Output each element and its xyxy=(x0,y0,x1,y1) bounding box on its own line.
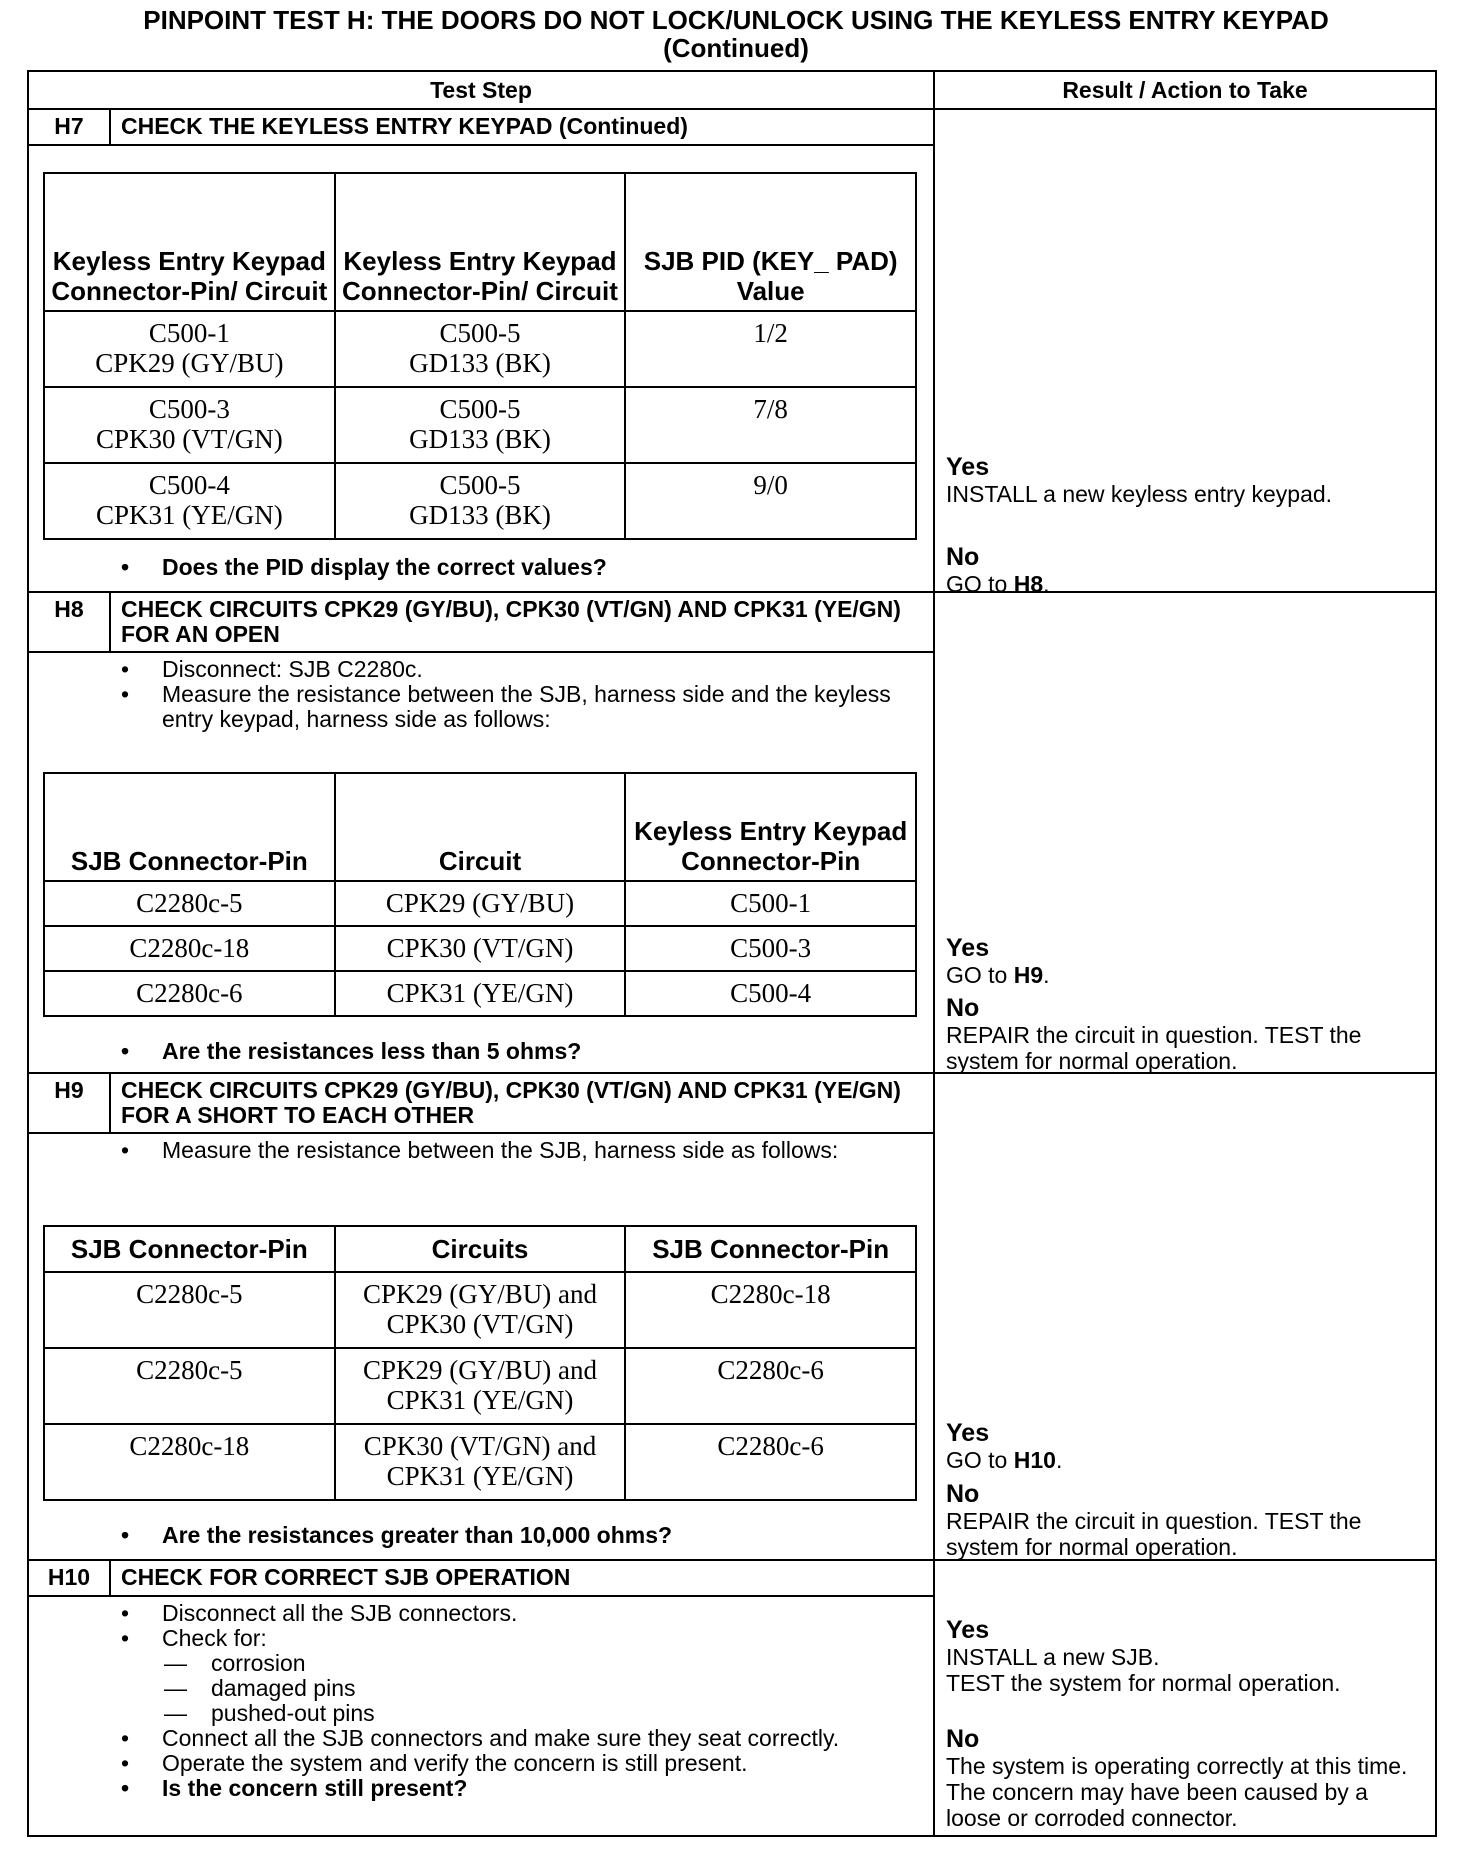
table-cell: C2280c-5 xyxy=(44,881,335,926)
table-cell: C500-5 GD133 (BK) xyxy=(335,463,626,539)
table-cell: C500-3 CPK30 (VT/GN) xyxy=(44,387,335,463)
column-header: SJB Connector-Pin xyxy=(625,1226,916,1272)
table-cell: C500-4 CPK31 (YE/GN) xyxy=(44,463,335,539)
table-row xyxy=(44,926,916,971)
instruction-item: • Disconnect: SJB C2280c. xyxy=(29,657,933,682)
step-h7-test xyxy=(29,110,935,591)
step-title: CHECK FOR CORRECT SJB OPERATION xyxy=(121,1564,571,1590)
step-h8-result xyxy=(935,593,1435,1072)
column-header: Keyless Entry Keypad Connector-Pin/ Circuit xyxy=(335,173,626,311)
table-cell: C500-1 xyxy=(625,881,916,926)
table-cell: C2280c-5 xyxy=(44,1272,335,1348)
table-header xyxy=(44,773,916,881)
step-h10-test xyxy=(29,1561,935,1835)
pinpoint-test-table xyxy=(27,70,1437,1837)
table-row xyxy=(44,463,916,539)
check-item: — damaged pins xyxy=(29,1676,933,1701)
table-cell: 9/0 xyxy=(625,463,916,539)
step-question: • Is the concern still present? xyxy=(29,1776,933,1801)
check-item: — corrosion xyxy=(29,1651,933,1676)
column-header: Keyless Entry Keypad Connector-Pin/ Circuit xyxy=(44,173,335,311)
column-header: Keyless Entry Keypad Connector-Pin xyxy=(625,773,916,881)
table-row xyxy=(44,311,916,387)
table-cell: C2280c-5 xyxy=(44,1348,335,1424)
table-cell: C500-1 CPK29 (GY/BU) xyxy=(44,311,335,387)
h9-short-table xyxy=(43,1225,917,1501)
header-result-action: Result / Action to Take xyxy=(1062,77,1308,103)
column-header: Circuits xyxy=(335,1226,626,1272)
result-yes xyxy=(946,1617,1429,1696)
no-label: No xyxy=(946,1725,980,1753)
table-cell: C2280c-18 xyxy=(44,926,335,971)
column-header: Circuit xyxy=(335,773,626,881)
step-h9-result xyxy=(935,1074,1435,1559)
step-h8 xyxy=(29,593,1435,1074)
no-action: The system is operating correctly at this time. The concern may have been caused by a loose or corroded connector. xyxy=(946,1753,1408,1831)
no-action: REPAIR the circuit in question. TEST the system for normal operation. xyxy=(946,1508,1362,1560)
no-label: No xyxy=(946,1480,980,1508)
table-cell: C2280c-6 xyxy=(44,971,335,1016)
table-header-row xyxy=(29,72,1435,110)
table-cell: C2280c-6 xyxy=(625,1348,916,1424)
instruction-item: • Disconnect all the SJB connectors. xyxy=(29,1601,933,1626)
step-question: • Are the resistances less than 5 ohms? xyxy=(29,1039,933,1064)
no-label: No xyxy=(946,994,980,1022)
table-header xyxy=(44,1226,916,1272)
step-instructions xyxy=(29,1134,933,1163)
table-cell: C2280c-18 xyxy=(625,1272,916,1348)
instruction-item: • Measure the resistance between the SJB, harness side and the keyless entry keypad, harness side as follows: xyxy=(29,682,933,732)
table-cell: C500-5 GD133 (BK) xyxy=(335,387,626,463)
step-h8-header xyxy=(29,593,933,653)
table-cell: CPK30 (VT/GN) and CPK31 (YE/GN) xyxy=(335,1424,626,1500)
table-row xyxy=(44,387,916,463)
yes-action: GO to H10. xyxy=(946,1447,1063,1473)
column-header: SJB Connector-Pin xyxy=(44,773,335,881)
step-question: • Does the PID display the correct values? xyxy=(29,555,933,580)
step-title: CHECK THE KEYLESS ENTRY KEYPAD (Continued) xyxy=(121,113,688,139)
h8-resistance-table xyxy=(43,772,917,1017)
table-cell: C500-4 xyxy=(625,971,916,1016)
title-line-2: (Continued) xyxy=(663,33,809,63)
step-number: H10 xyxy=(29,1561,111,1595)
h7-pid-table xyxy=(43,172,917,540)
table-cell: CPK29 (GY/BU) and CPK31 (YE/GN) xyxy=(335,1348,626,1424)
table-cell: CPK31 (YE/GN) xyxy=(335,971,626,1016)
yes-action-2: TEST the system for normal operation. xyxy=(946,1670,1341,1696)
yes-label: Yes xyxy=(946,453,990,481)
column-header: SJB PID (KEY_ PAD) Value xyxy=(625,173,916,311)
table-cell: C500-5 GD133 (BK) xyxy=(335,311,626,387)
table-cell: C2280c-18 xyxy=(44,1424,335,1500)
no-action: GO to H8. xyxy=(946,571,1050,597)
table-row xyxy=(44,881,916,926)
table-cell: C2280c-6 xyxy=(625,1424,916,1500)
result-no xyxy=(946,544,1429,597)
step-instructions xyxy=(29,653,933,732)
table-cell: CPK30 (VT/GN) xyxy=(335,926,626,971)
step-number: H9 xyxy=(29,1074,111,1132)
result-yes xyxy=(946,454,1429,507)
step-h10 xyxy=(29,1561,1435,1835)
table-row xyxy=(44,971,916,1016)
result-no xyxy=(946,1726,1429,1831)
yes-action: INSTALL a new SJB. xyxy=(946,1644,1160,1670)
instruction-item: • Operate the system and verify the concern is still present. xyxy=(29,1751,933,1776)
instruction-item: • Check for: xyxy=(29,1626,933,1651)
yes-label: Yes xyxy=(946,1419,990,1447)
step-number: H8 xyxy=(29,593,111,651)
result-yes xyxy=(946,1420,1429,1473)
header-test-step: Test Step xyxy=(29,72,935,108)
table-cell: 7/8 xyxy=(625,387,916,463)
step-h9-header xyxy=(29,1074,933,1134)
table-cell: CPK29 (GY/BU) xyxy=(335,881,626,926)
page-title xyxy=(0,6,1472,62)
step-h10-header xyxy=(29,1561,933,1597)
table-row xyxy=(44,1424,916,1500)
instruction-item: • Measure the resistance between the SJB, harness side as follows: xyxy=(29,1138,933,1163)
no-action: REPAIR the circuit in question. TEST the system for normal operation. xyxy=(946,1022,1362,1074)
table-cell: C500-3 xyxy=(625,926,916,971)
result-yes xyxy=(946,935,1429,988)
step-h9-test xyxy=(29,1074,935,1559)
yes-action: INSTALL a new keyless entry keypad. xyxy=(946,481,1333,507)
step-h7 xyxy=(29,110,1435,597)
step-h7-result xyxy=(935,110,1435,597)
step-title: CHECK CIRCUITS CPK29 (GY/BU), CPK30 (VT/GN) AND CPK31 (YE/GN) FOR A SHORT TO EACH OTHER xyxy=(121,1077,901,1128)
check-item: — pushed-out pins xyxy=(29,1701,933,1726)
table-cell: 1/2 xyxy=(625,311,916,387)
step-h10-result xyxy=(935,1561,1435,1835)
step-title: CHECK CIRCUITS CPK29 (GY/BU), CPK30 (VT/GN) AND CPK31 (YE/GN) FOR AN OPEN xyxy=(121,596,901,647)
result-no xyxy=(946,1481,1429,1560)
table-row xyxy=(44,1272,916,1348)
table-row xyxy=(44,1348,916,1424)
instruction-item: • Connect all the SJB connectors and make sure they seat correctly. xyxy=(29,1726,933,1751)
step-h7-header xyxy=(29,110,933,146)
yes-action: GO to H9. xyxy=(946,962,1050,988)
table-header xyxy=(44,173,916,311)
no-label: No xyxy=(946,543,980,571)
step-question: • Are the resistances greater than 10,000 ohms? xyxy=(29,1523,933,1548)
yes-label: Yes xyxy=(946,934,990,962)
column-header: SJB Connector-Pin xyxy=(44,1226,335,1272)
step-instructions xyxy=(29,1597,933,1801)
yes-label: Yes xyxy=(946,1616,990,1644)
step-h8-test xyxy=(29,593,935,1072)
result-no xyxy=(946,995,1429,1074)
step-number: H7 xyxy=(29,110,111,144)
step-h9 xyxy=(29,1074,1435,1561)
title-line-1: PINPOINT TEST H: THE DOORS DO NOT LOCK/UNLOCK USING THE KEYLESS ENTRY KEYPAD xyxy=(143,5,1329,35)
table-cell: CPK29 (GY/BU) and CPK30 (VT/GN) xyxy=(335,1272,626,1348)
